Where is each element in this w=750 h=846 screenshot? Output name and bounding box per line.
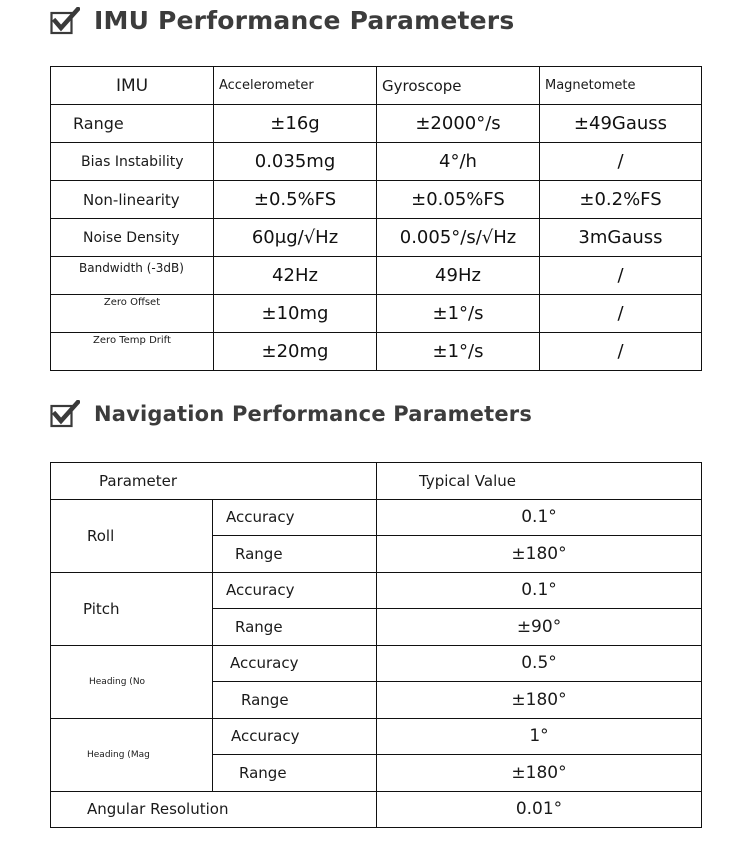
table-cell: / (540, 257, 702, 295)
imu-section-header (50, 6, 514, 35)
header-gyroscope: Gyroscope (377, 67, 540, 105)
table-cell: ±16g (214, 105, 377, 143)
header-typical-value: Typical Value (377, 463, 702, 500)
footer-label: Angular Resolution (51, 791, 377, 828)
table-cell: / (540, 333, 702, 371)
table-row (51, 572, 702, 609)
table-cell: ±1°/s (377, 295, 540, 333)
checkbox-check-icon (50, 7, 80, 35)
sub-label: Range (213, 609, 377, 646)
header-imu: IMU (51, 67, 214, 105)
table-header-row (51, 67, 702, 105)
table-cell: 0.005°/s/√Hz (377, 219, 540, 257)
group-label-heading-mag: Heading (Mag (51, 718, 213, 791)
table-cell: ±2000°/s (377, 105, 540, 143)
sub-label: Accuracy (213, 645, 377, 682)
checkbox-check-icon (50, 400, 80, 428)
sub-label: Range (213, 755, 377, 792)
navigation-parameters-table (50, 462, 702, 828)
sub-label: Range (213, 536, 377, 573)
row-label: Bandwidth (-3dB) (51, 257, 214, 295)
nav-section-title: Navigation Performance Parameters (94, 402, 533, 426)
table-cell: ±10mg (214, 295, 377, 333)
group-label-roll: Roll (51, 499, 213, 572)
row-label: Zero Temp Drift (51, 333, 214, 371)
group-label-heading-no-mag: Heading (No (51, 645, 213, 718)
table-cell: ±20mg (214, 333, 377, 371)
table-row (51, 718, 702, 755)
table-cell: ±180° (377, 682, 702, 719)
nav-section-header (50, 400, 532, 428)
table-cell: ±180° (377, 536, 702, 573)
sub-label: Accuracy (213, 499, 377, 536)
table-row (51, 105, 702, 143)
table-cell: ±1°/s (377, 333, 540, 371)
table-cell: 42Hz (214, 257, 377, 295)
row-label: Range (51, 105, 214, 143)
table-cell: 49Hz (377, 257, 540, 295)
table-cell: ±90° (377, 609, 702, 646)
header-magnetometer: Magnetomete (540, 67, 702, 105)
table-cell: ±0.05%FS (377, 181, 540, 219)
table-row (51, 295, 702, 333)
table-cell: 0.01° (377, 791, 702, 828)
table-row (51, 181, 702, 219)
header-parameter: Parameter (51, 463, 377, 500)
sub-label: Accuracy (213, 572, 377, 609)
table-cell: 0.1° (377, 499, 702, 536)
table-header-row (51, 463, 702, 500)
sub-label: Accuracy (213, 718, 377, 755)
table-row (51, 257, 702, 295)
table-cell: 0.5° (377, 645, 702, 682)
table-cell: ±0.2%FS (540, 181, 702, 219)
table-cell: 1° (377, 718, 702, 755)
table-cell: ±180° (377, 755, 702, 792)
group-label-pitch: Pitch (51, 572, 213, 645)
table-cell: 60μg/√Hz (214, 219, 377, 257)
table-cell: ±49Gauss (540, 105, 702, 143)
imu-section-title: IMU Performance Parameters (94, 6, 515, 35)
table-row (51, 143, 702, 181)
row-label: Noise Density (51, 219, 214, 257)
table-row (51, 333, 702, 371)
table-cell: 0.035mg (214, 143, 377, 181)
imu-parameters-table (50, 66, 702, 371)
table-cell: 4°/h (377, 143, 540, 181)
table-cell: 3mGauss (540, 219, 702, 257)
table-row (51, 219, 702, 257)
table-cell: / (540, 143, 702, 181)
table-row (51, 499, 702, 536)
sub-label: Range (213, 682, 377, 719)
table-cell: ±0.5%FS (214, 181, 377, 219)
row-label: Bias Instability (51, 143, 214, 181)
header-accelerometer: Accelerometer (214, 67, 377, 105)
row-label: Non-linearity (51, 181, 214, 219)
table-row (51, 791, 702, 828)
row-label: Zero Offset (51, 295, 214, 333)
table-cell: / (540, 295, 702, 333)
table-row (51, 645, 702, 682)
table-cell: 0.1° (377, 572, 702, 609)
